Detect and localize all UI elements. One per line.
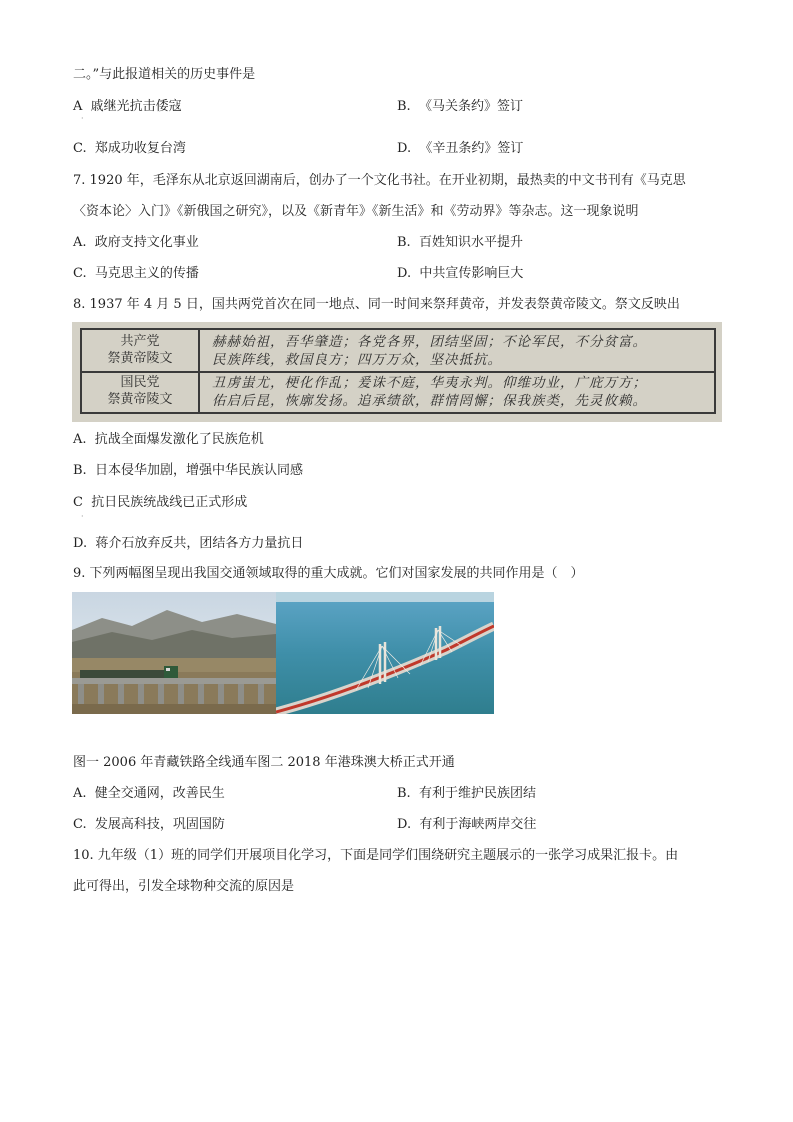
- q8-stem: 8. 1937 年 4 月 5 日，国共两党首次在同一地点、同一时间来祭拜黄帝，并发表祭黄帝陵文。祭文反映出: [73, 297, 680, 312]
- q10-stem-line1: 10. 九年级（1）班的同学们开展项目化学习，下面是同学们围绕研究主题展示的一张学习成果汇报卡。由: [73, 848, 679, 863]
- sacrificial-text-table-image: [72, 322, 722, 422]
- q8-option-d: D. 蒋介石放弃反共，团结各方力量抗日: [73, 536, 304, 551]
- q7-option-c: C. 马克思主义的传播: [73, 266, 199, 281]
- q8-option-a: A. 抗战全面爆发激化了民族危机: [73, 432, 264, 447]
- qinghai-tibet-railway-photo: [72, 592, 276, 714]
- row-header-cpc: 共产党 祭黄帝陵文: [82, 330, 200, 371]
- row-header-kmt: 国民党 祭黄帝陵文: [82, 371, 200, 412]
- q7-stem-line1: 7. 1920 年，毛泽东从北京返回湖南后，创办了一个文化书社。在开业初期，最热卖的中文书刊有《马克思: [73, 173, 686, 188]
- stray-dot: ·: [81, 512, 84, 521]
- q8-option-c: C 抗日民族统战线已正式形成: [73, 495, 248, 510]
- sacrificial-text-table: [80, 328, 716, 414]
- q9-option-b: B. 有利于维护民族团结: [397, 786, 536, 801]
- q7-option-d: D. 中共宣传影响巨大: [397, 266, 524, 281]
- q9-figure-caption: 图一 2006 年青藏铁路全线通车图二 2018 年港珠澳大桥正式开通: [73, 755, 455, 770]
- table-row-cpc: [82, 330, 714, 373]
- q6-option-a: A 戚继光抗击倭寇: [73, 99, 182, 114]
- row-text-cpc: 赫赫始祖，吾华肇造；各党各界，团结坚固；不论军民，不分贫富。 民族阵线，救国良方；四万万众，坚决抵抗。: [212, 334, 647, 368]
- table-row-kmt: [82, 371, 714, 412]
- q10-stem-line2: 此可得出，引发全球物种交流的原因是: [73, 879, 295, 894]
- q6-option-d: D. 《辛丑条约》签订: [397, 141, 524, 156]
- q7-option-b: B. 百姓知识水平提升: [397, 235, 523, 250]
- q8-option-b: B. 日本侵华加剧，增强中华民族认同感: [73, 463, 303, 478]
- q9-option-d: D. 有利于海峡两岸交往: [397, 817, 537, 832]
- q7-option-a: A. 政府支持文化事业: [73, 235, 199, 250]
- row-text-kmt: 丑虏蚩尤，梗化作乱；爰诛不庭，华夷永判。仰维功业，广庇万方； 佑启后昆，恢廓发扬。追承绩欲，群情罔懈；保我族类，先灵攸赖。: [212, 375, 647, 409]
- q7-stem-line2: 〈资本论〉入门》《新俄国之研究》，以及《新青年》《新生活》和《劳动界》等杂志。这一现象说明: [73, 204, 639, 219]
- hong-kong-zhuhai-macao-bridge-photo: [276, 592, 494, 714]
- stray-dot: ·: [81, 114, 84, 123]
- q9-option-a: A. 健全交通网，改善民生: [73, 786, 225, 801]
- q9-option-c: C. 发展高科技，巩固国防: [73, 817, 225, 832]
- q6-option-b: B. 《马关条约》签订: [397, 99, 523, 114]
- q6-option-c: C. 郑成功收复台湾: [73, 141, 186, 156]
- q9-stem: 9. 下列两幅图呈现出我国交通领域取得的重大成就。它们对国家发展的共同作用是（ ）: [73, 566, 584, 581]
- q6-stem-tail: 二。”与此报道相关的历史事件是: [73, 67, 256, 82]
